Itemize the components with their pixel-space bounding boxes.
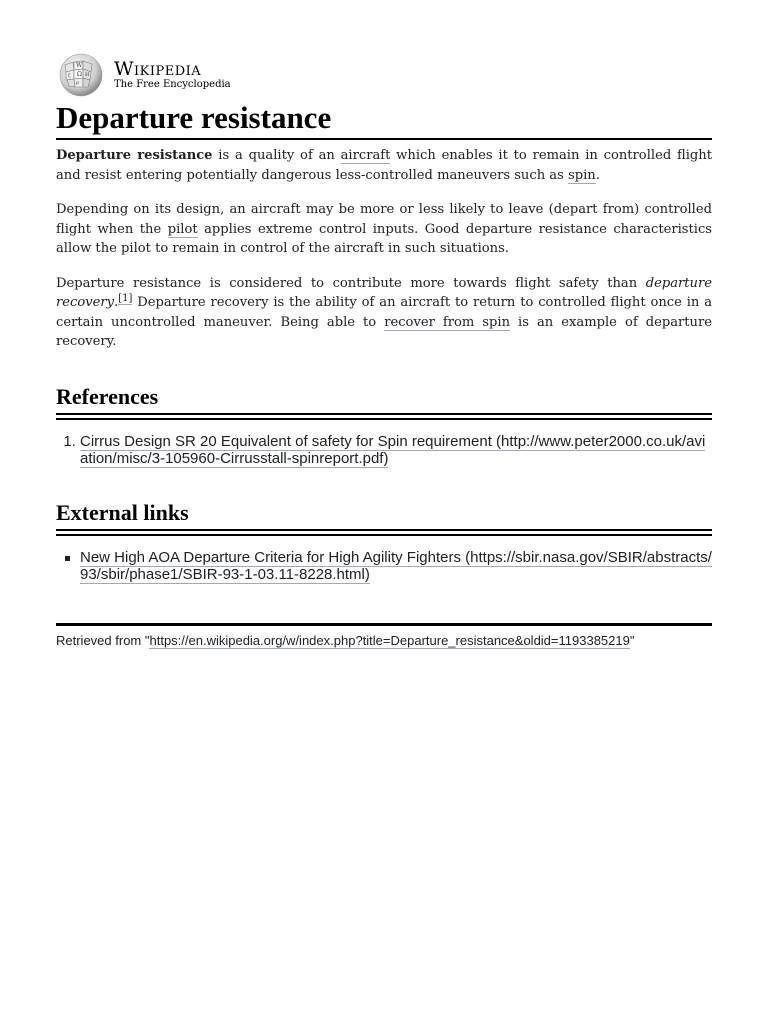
text: . [595, 167, 600, 183]
link-spin[interactable]: spin [567, 167, 596, 183]
text: Departure recovery is the ability of an aircraft to return to controlled flight once in a certain uncontrolled maneuver. Being able to [56, 295, 712, 330]
references-heading: References [56, 384, 712, 415]
reference-item [80, 433, 712, 467]
text: applies extreme control inputs. Good departure resistance characteristics allow the pilot to remain in control of the aircraft in such situations. [56, 221, 712, 256]
wikipedia-globe-icon[interactable] [56, 53, 106, 97]
retrieved-url-link[interactable]: https://en.wikipedia.org/w/index.php?title=Departure_resistance&oldid=1193385219 [149, 632, 630, 648]
article-body [56, 146, 712, 352]
citation-1 [118, 293, 132, 305]
svg-text:W: W [76, 62, 83, 69]
external-link[interactable]: New High AOA Departure Criteria for High Agility Fighters (https://sbir.nasa.gov/SBIR/abstracts/93/sbir/phase1/SBIR-93-1-03.11-8228.html) [80, 548, 712, 583]
link-recover-from-spin[interactable]: recover from spin [384, 314, 511, 330]
article-page [56, 52, 712, 649]
external-links-list [56, 549, 712, 583]
svg-text:ζ: ζ [68, 73, 71, 79]
references-list [56, 433, 712, 467]
term-bold: Departure resistance [56, 148, 213, 163]
external-link-item [80, 549, 712, 583]
design-paragraph [56, 200, 712, 259]
text: is a quality of an [212, 148, 341, 163]
site-wordmark[interactable] [114, 59, 231, 91]
text: which enables it to remain in controlled flight and resist entering potentially dangerous less-controlled maneuvers such as [56, 148, 712, 183]
footer-divider [56, 623, 712, 626]
text: Departure resistance is considered to contribute more towards flight safety than [56, 275, 646, 291]
safety-paragraph [56, 274, 712, 352]
reference-link[interactable]: Cirrus Design SR 20 Equivalent of safety for Spin requirement (http://www.peter2000.co.uk/aviation/misc/3-105960-Cirrusstall-spinreport.pdf) [80, 432, 706, 467]
wordmark-title: Wikipedia [114, 58, 202, 80]
intro-paragraph [56, 146, 712, 185]
svg-text:И: И [85, 72, 90, 78]
retrieved-from [56, 633, 712, 649]
page-title: Departure resistance [56, 100, 712, 140]
text: . [114, 295, 119, 310]
wordmark-tagline: The Free Encyclopedia [114, 79, 231, 90]
svg-text:Ω: Ω [77, 71, 82, 78]
link-aircraft[interactable]: aircraft [340, 148, 391, 163]
retrieved-prefix: Retrieved from " [56, 632, 150, 648]
link-pilot[interactable]: pilot [167, 221, 198, 237]
emphasis-departure-recovery: departure recovery [56, 275, 712, 310]
svg-text:ρ: ρ [76, 80, 79, 86]
citation-link[interactable]: [1] [118, 293, 133, 304]
text: is an example of departure recovery. [56, 314, 712, 349]
retrieved-suffix: " [629, 632, 635, 648]
site-header [56, 52, 712, 98]
external-links-heading: External links [56, 500, 712, 531]
text: Depending on its design, an aircraft may be more or less likely to leave (depart from) controlled flight when the [56, 202, 712, 237]
